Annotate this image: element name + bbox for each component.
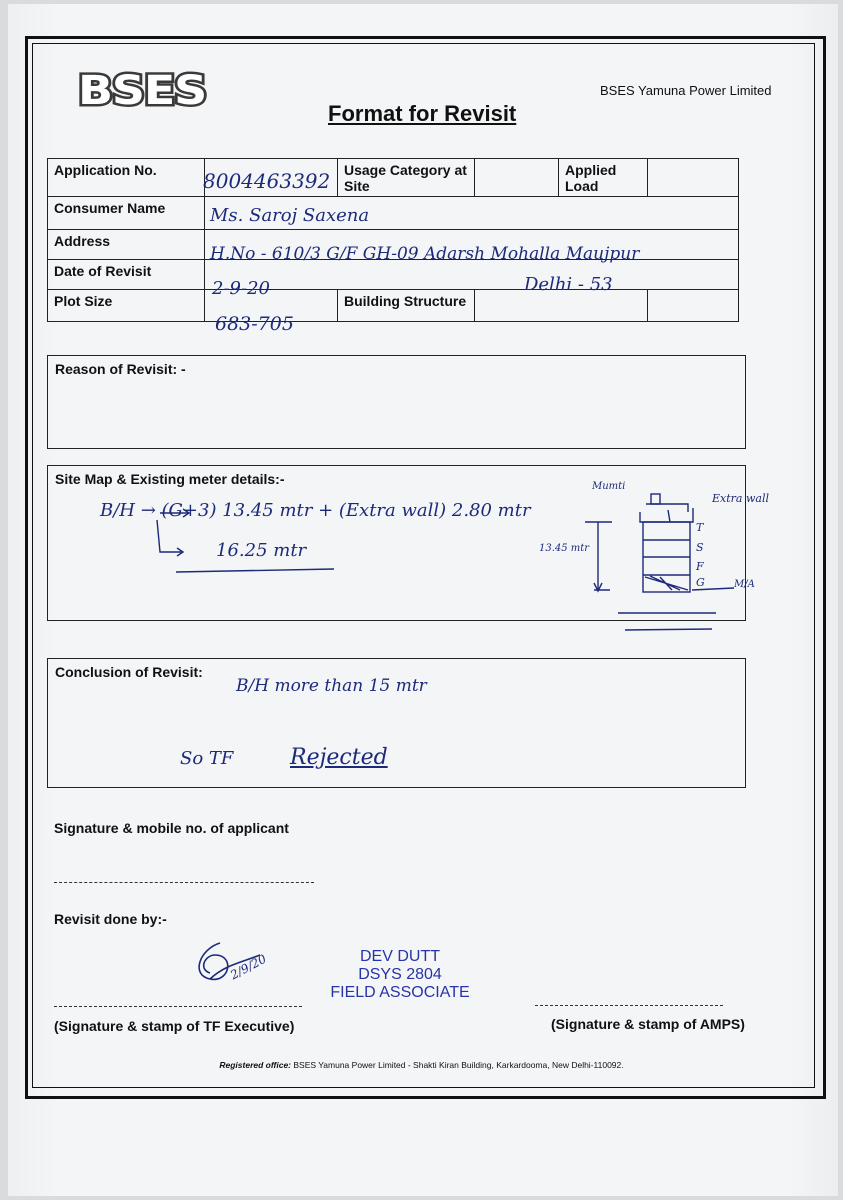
address-value-line1: H.No - 610/3 G/F GH-09 Adarsh Mohalla Maujpur [210,244,640,264]
consumer-name-label: Consumer Name [48,197,205,230]
conclusion-line1: B/H more than 15 mtr [236,676,427,696]
tf-executive-label: (Signature & stamp of TF Executive) [54,1018,295,1034]
company-name: BSES Yamuna Power Limited [600,83,772,98]
mumti-box [651,494,660,504]
stamp-role: FIELD ASSOCIATE [330,984,470,1001]
site-map-dimension: 13.45 mtr [539,543,590,554]
tf-executive-signature-line [54,1006,302,1007]
page-title: Format for Revisit [328,101,517,126]
address-value-line2: Delhi - 53 [524,274,613,295]
usage-category-label: Usage Category at Site [338,159,475,197]
floor-label-g: G [696,576,705,589]
ground-hatch [645,576,688,590]
floor-label-f: F [696,560,704,573]
applicant-signature-label: Signature & mobile no. of applicant [54,820,289,836]
conclusion-label: Conclusion of Revisit: [55,664,203,680]
floor-label-s: S [696,541,704,554]
total-underline [176,569,334,572]
registered-office-footer [0,1060,843,1070]
site-map-line1: B/H → (G+3) 13.45 mtr + (Extra wall) 2.80 mtr [100,500,531,521]
stamp-code: DSYS 2804 [358,966,442,983]
date-of-revisit-label: Date of Revisit [48,260,205,290]
conclusion-rejected: Rejected [290,745,388,770]
application-no-value: 8004463392 [203,169,331,193]
amps-signature-line [535,1005,723,1006]
signature-date: 2/9/20 [227,951,269,983]
site-map-extra-wall: Extra wall [712,492,769,505]
registered-office-label: Registered office: [219,1060,291,1070]
floor-label-t: T [696,521,704,534]
field-associate-stamp [320,948,480,1002]
site-map-mumti: Mumti [592,481,626,492]
address-label: Address [48,230,205,260]
application-no-label: Application No. [48,159,205,197]
site-map-line2: 16.25 mtr [216,540,307,561]
amps-label: (Signature & stamp of AMPS) [551,1016,745,1032]
site-map-label: Site Map & Existing meter details:- [55,471,285,487]
bses-logo: BSES [78,68,207,114]
reason-label: Reason of Revisit: - [55,361,186,377]
applicant-signature-line [54,882,314,883]
meter-label: M/A [734,579,755,590]
consumer-name-value: Ms. Saroj Saxena [210,205,370,226]
building-structure-label: Building Structure [338,290,475,322]
revisit-done-label: Revisit done by:- [54,911,167,927]
date-of-revisit-value: 2-9-20 [212,278,270,299]
ground-lines [618,613,716,630]
building-floors [643,540,690,575]
meter-arrow [692,588,734,590]
mumti-roof [646,504,688,512]
bh-arrow-down [157,520,182,552]
conclusion-line2-prefix: So TF [180,748,234,769]
stamp-name: DEV DUTT [360,948,440,965]
extra-wall-post [668,510,670,522]
parapet-wall [640,508,693,522]
plot-size-label: Plot Size [48,290,205,322]
applied-load-label: Applied Load [559,159,648,197]
registered-office-text: BSES Yamuna Power Limited - Shakti Kiran Building, Karkardooma, New Delhi-110092. [293,1060,624,1070]
dimension-line [585,522,612,590]
plot-size-value: 683-705 [215,313,294,335]
